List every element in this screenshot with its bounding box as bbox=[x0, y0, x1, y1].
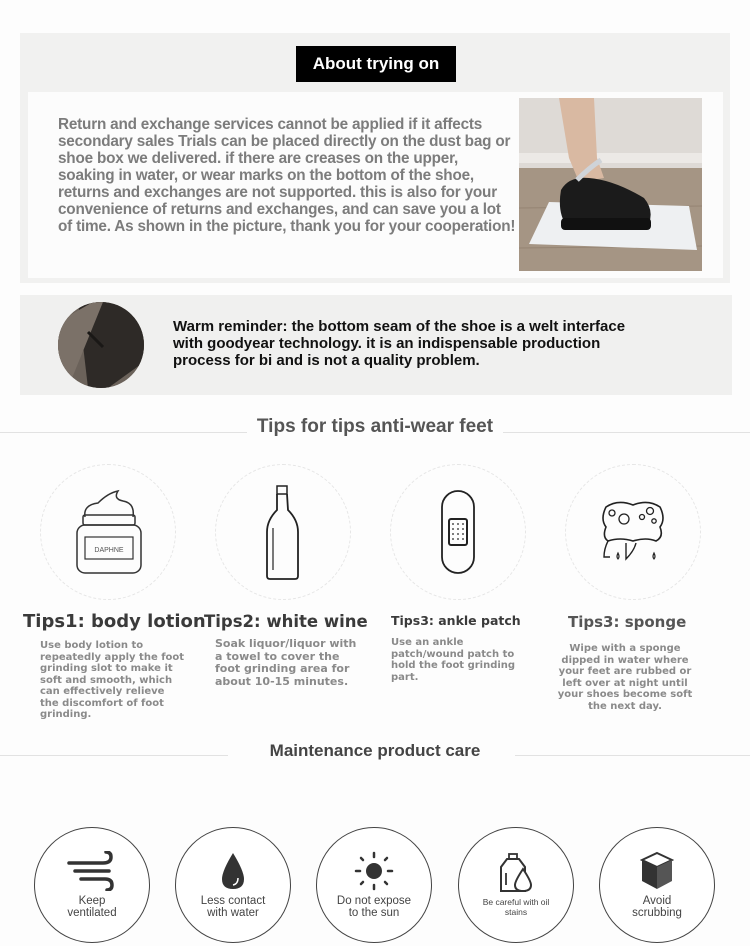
tips-header-text: Tips for tips anti-wear feet bbox=[247, 416, 503, 437]
warm-reminder-text: Warm reminder: the bottom seam of the shoe is a welt interface with goodyear technology. it is an indispensable production process for bi and is not a quality problem. bbox=[173, 318, 626, 369]
wine-bottle-icon bbox=[263, 482, 303, 582]
tip-1-title: Tips1: body lotion bbox=[23, 611, 206, 632]
sponge-icon bbox=[598, 497, 668, 567]
care-item-water bbox=[175, 827, 291, 943]
tip-icon-circle bbox=[390, 464, 526, 600]
sun-icon bbox=[354, 851, 394, 891]
bandage-icon bbox=[438, 487, 478, 577]
wind-icon bbox=[67, 851, 117, 891]
tip-1-desc: Use body lotion to repeatedly apply the foot grinding slot to make it soft and smooth, which can effectively relieve the discomfort of foot grinding. bbox=[40, 640, 185, 720]
care-label: Do not expose to the sun bbox=[336, 895, 412, 919]
shoe-on-paper-photo bbox=[519, 98, 702, 271]
water-drop-icon bbox=[218, 851, 248, 891]
care-item-ventilated bbox=[34, 827, 150, 943]
tip-3-title: Tips3: ankle patch bbox=[391, 613, 521, 628]
care-item-oil bbox=[458, 827, 574, 943]
tip-icon-circle bbox=[40, 464, 176, 600]
oil-bottle-icon bbox=[499, 853, 533, 893]
about-title: About trying on bbox=[296, 46, 456, 82]
tips-section-header bbox=[0, 416, 750, 438]
lotion-jar-icon bbox=[73, 487, 143, 577]
tip-3-desc: Use an ankle patch/wound patch to hold the foot grinding part. bbox=[391, 637, 516, 683]
care-label: Keep ventilated bbox=[67, 895, 117, 919]
tip-icon-circle bbox=[565, 464, 701, 600]
tip-icon-circle bbox=[215, 464, 351, 600]
svg-text:DAPHNE: DAPHNE bbox=[94, 547, 124, 554]
care-label: Less contact with water bbox=[200, 895, 266, 919]
care-item-scrubbing bbox=[599, 827, 715, 943]
welt-seam-photo bbox=[58, 302, 144, 388]
tip-4-desc: Wipe with a sponge dipped in water where your feet are rubbed or left over at night until your shoes become soft the next day. bbox=[557, 643, 693, 712]
maintenance-section-header: Maintenance product care bbox=[269, 741, 481, 760]
care-label: Be careful with oil stains bbox=[482, 897, 550, 917]
care-item-sun bbox=[316, 827, 432, 943]
tip-4-title: Tips3: sponge bbox=[568, 613, 687, 631]
cube-icon bbox=[640, 851, 674, 891]
care-label: Avoid scrubbing bbox=[632, 895, 682, 919]
about-body-text: Return and exchange services cannot be applied if it affects secondary sales Trials can be placed directly on the dust bag or shoe box we delivered. if there are creases on the upper, soaking in water, or wear marks on the bottom of the shoe, returns and exchanges are not supported. this is also for your convenience of returns and exchanges, and can save you a lot of time. As shown in the picture, thank you for your cooperation! bbox=[58, 116, 516, 235]
tip-2-title: Tips2: white wine bbox=[204, 612, 368, 631]
tip-2-desc: Soak liquor/liquor with a towel to cover the foot grinding area for about 10-15 minutes. bbox=[215, 637, 357, 688]
